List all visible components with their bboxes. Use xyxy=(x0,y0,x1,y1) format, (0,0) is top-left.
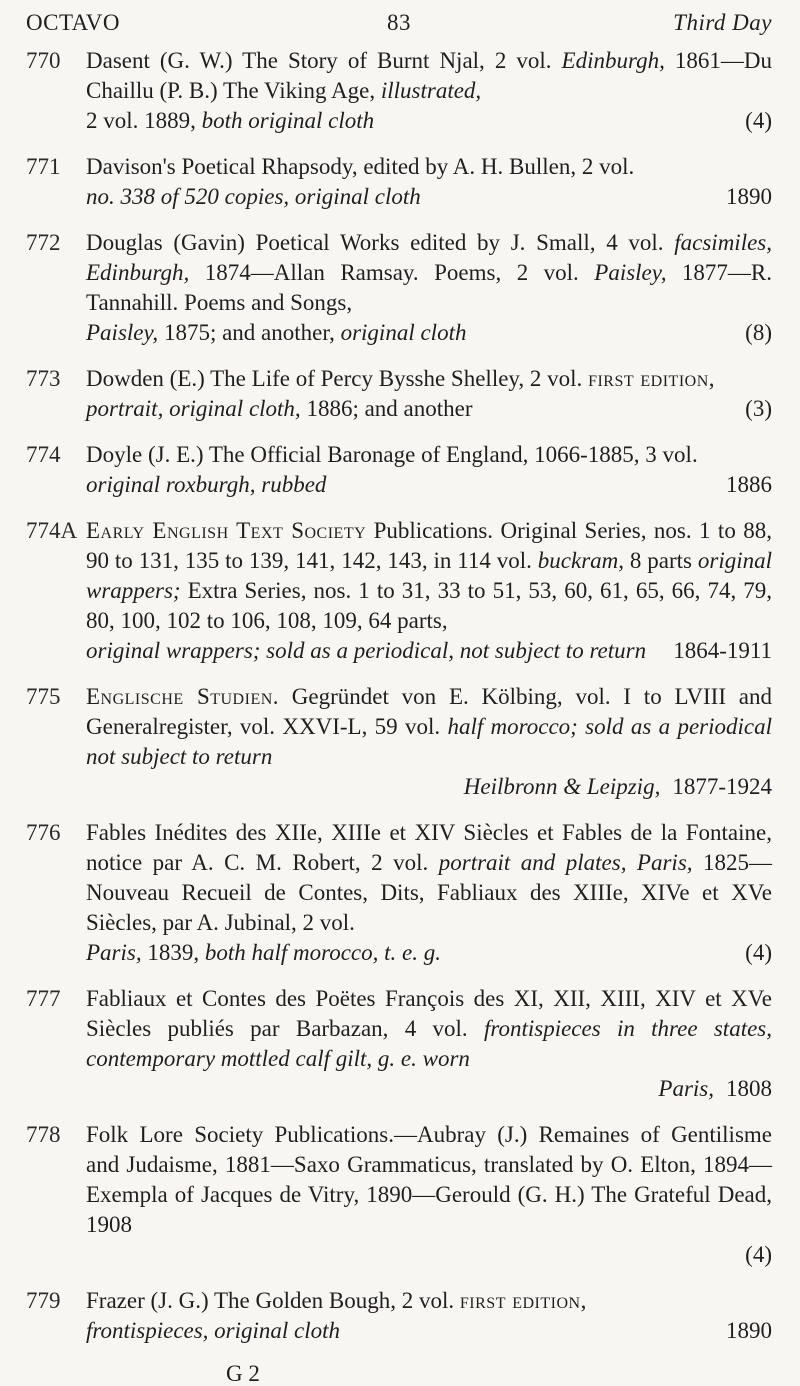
lot-description xyxy=(86,228,772,348)
lot-description xyxy=(86,984,772,1104)
entry-italic: original wrappers; sold as a periodical, not subject to return xyxy=(86,638,647,663)
entry-small-caps: Englische Studien. xyxy=(86,684,280,709)
lot-number: 777 xyxy=(26,986,61,1011)
lot-description xyxy=(86,152,772,212)
running-header xyxy=(26,0,772,40)
entry-italic: Edinburgh, xyxy=(561,48,665,73)
lot-number: 776 xyxy=(26,820,61,845)
entry-text: Frazer (J. G.) The Golden Bough, 2 vol. xyxy=(86,1288,460,1313)
lot-entry xyxy=(26,440,772,500)
lot-description xyxy=(86,46,772,136)
lot-quantity: (4) xyxy=(745,940,772,965)
header-format: OCTAVO xyxy=(26,10,121,35)
lot-number: 771 xyxy=(26,154,61,179)
entry-italic: portrait and plates, Paris, xyxy=(438,850,693,875)
entry-italic: Paisley, xyxy=(594,260,667,285)
entry-italic: Paris, xyxy=(658,1076,714,1101)
header-day: Third Day xyxy=(673,10,773,35)
entry-italic: original roxburgh, rubbed xyxy=(86,472,327,497)
lot-number: 775 xyxy=(26,684,61,709)
entry-italic: original cloth xyxy=(340,320,467,345)
entry-text: Douglas (Gavin) Poetical Works edited by J. Small, 4 vol. xyxy=(86,230,675,255)
lot-date: 1864-1911 xyxy=(673,638,772,663)
lot-number: 770 xyxy=(26,48,61,73)
lot-description xyxy=(86,1286,772,1346)
entry-text: Davison's Poetical Rhapsody, edited by A. H. Bullen, 2 vol. xyxy=(86,154,635,179)
lot-entry xyxy=(26,516,772,666)
lot-number: 774 xyxy=(26,442,61,467)
lot-entry xyxy=(26,1120,772,1270)
lot-description xyxy=(86,516,772,666)
lot-number: 774A xyxy=(26,518,78,543)
lot-description xyxy=(86,364,772,424)
lot-entry xyxy=(26,682,772,802)
lot-number: 773 xyxy=(26,366,61,391)
entry-italic: no. 338 of 520 copies, original cloth xyxy=(86,184,421,209)
lot-quantity: (3) xyxy=(745,396,772,421)
entry-italic: frontispieces, original cloth xyxy=(86,1318,341,1343)
lot-date: 1890 xyxy=(726,184,772,209)
lot-date: 1877-1924 xyxy=(672,774,772,799)
entry-text: 1886; and another xyxy=(300,396,473,421)
entry-text: 2 vol. 1889, xyxy=(86,108,202,133)
entry-italic: original wrappers; xyxy=(86,548,772,603)
lot-date: 1808 xyxy=(726,1076,772,1101)
entry-italic: frontispieces in three states, contemporary mottled calf gilt, g. e. worn xyxy=(86,1016,772,1071)
entry-text: Publications. Original Series, nos. 1 to 88, 90 to 131, 135 to 139, 141, 142, 143, in 114 vol. xyxy=(86,518,772,573)
lot-date: 1890 xyxy=(726,1318,772,1343)
entry-text: 1861—Du Chaillu (P. B.) The Viking Age, xyxy=(86,48,772,103)
entry-italic: half morocco; sold as a periodical not subject to return xyxy=(86,714,772,769)
lot-description xyxy=(86,682,772,802)
entry-text: Folk Lore Society Publications.—Aubray (J.) Remaines of Gentilisme and Judaisme, 1881—Saxo Grammaticus, translated by O. Elton, 1894—Exempla of Jacques de Vitry, 1890—Gerould (G. H.) The Grateful Dead, 1908 xyxy=(86,1122,772,1237)
entry-text: Dowden (E.) The Life of Percy Bysshe Shelley, 2 vol. xyxy=(86,366,589,391)
lot-entry xyxy=(26,152,772,212)
entry-text: 1875; and another, xyxy=(158,320,341,345)
entry-small-caps: Early English Text Society xyxy=(86,518,367,543)
entry-text: Gegründet von E. Kölbing, vol. I to LVIII and Generalregister, vol. XXVI-L, 59 vol. xyxy=(86,684,772,739)
entry-text: 1839, xyxy=(141,940,205,965)
lot-quantity: (4) xyxy=(745,108,772,133)
lot-quantity: (8) xyxy=(745,320,772,345)
entry-small-caps: first edition, xyxy=(588,366,715,391)
lot-entry xyxy=(26,1286,772,1346)
lot-entry xyxy=(26,818,772,968)
page-number: 83 xyxy=(387,10,411,35)
lot-date: 1886 xyxy=(726,472,772,497)
lot-description xyxy=(86,440,772,500)
entry-text: 1825—Nouveau Recueil de Contes, Dits, Fabliaux des XIIIe, XIVe et XVe Siècles, par A. Jubinal, 2 vol. xyxy=(86,850,773,935)
entry-text: 1874—Allan Ramsay. Poems, 2 vol. xyxy=(189,260,595,285)
lot-number: 772 xyxy=(26,230,61,255)
entry-text: Fabliaux et Contes des Poëtes François des XI, XII, XIII, XIV et XVe Siècles publiés par Barbazan, 4 vol. xyxy=(86,986,772,1041)
lot-number: 779 xyxy=(26,1288,61,1313)
entry-italic: portrait, original cloth, xyxy=(86,396,301,421)
entry-text: 8 parts xyxy=(624,548,698,573)
entry-text: Doyle (J. E.) The Official Baronage of England, 1066-1885, 3 vol. xyxy=(86,442,698,467)
signature-mark: G 2 xyxy=(226,1361,260,1386)
entry-small-caps: first edition, xyxy=(459,1288,587,1313)
lot-number: 778 xyxy=(26,1122,61,1147)
lot-list xyxy=(26,46,772,1346)
entry-italic: both half morocco, t. e. g. xyxy=(204,940,441,965)
entry-text: Extra Series, nos. 1 to 31, 33 to 51, 53, 60, 61, 65, 66, 74, 79, 80, 100, 102 to 106, 108, 109, 64 parts, xyxy=(86,578,772,633)
lot-quantity: (4) xyxy=(745,1242,772,1267)
lot-entry xyxy=(26,984,772,1104)
entry-italic: illustrated, xyxy=(380,78,482,103)
entry-italic: Paris, xyxy=(86,940,142,965)
entry-text: Dasent (G. W.) The Story of Burnt Njal, 2 vol. xyxy=(86,48,562,73)
lot-entry xyxy=(26,364,772,424)
entry-italic: facsimiles, Edinburgh, xyxy=(86,230,772,285)
lot-description xyxy=(86,818,772,968)
entry-text: 1877—R. Tannahill. Poems and Songs, xyxy=(86,260,773,315)
entry-text: Fables Inédites des XIIe, XIIIe et XIV Siècles et Fables de la Fontaine, notice par A. C. M. Robert, 2 vol. xyxy=(86,820,772,875)
lot-description xyxy=(86,1120,772,1270)
entry-italic: buckram, xyxy=(537,548,625,573)
entry-italic: Heilbronn & Leipzig, xyxy=(463,774,661,799)
lot-entry xyxy=(26,46,772,136)
lot-entry xyxy=(26,228,772,348)
entry-italic: both original cloth xyxy=(201,108,375,133)
entry-italic: Paisley, xyxy=(86,320,159,345)
